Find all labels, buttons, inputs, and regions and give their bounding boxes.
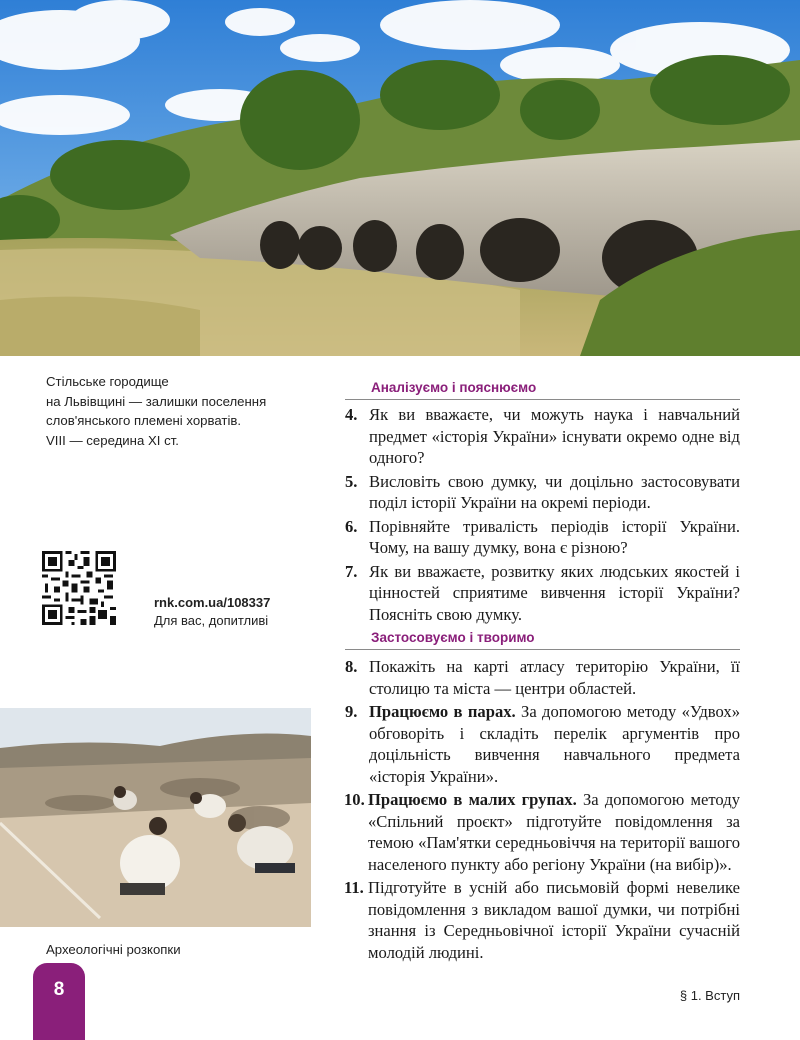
question-item — [345, 471, 740, 514]
question-item — [345, 404, 740, 469]
question-item — [345, 789, 740, 875]
question-number: 7. — [345, 561, 358, 581]
question-item — [345, 877, 740, 963]
resource-link[interactable]: rnk.com.ua/108337 — [154, 595, 271, 610]
question-text: За допомогою методу «Удвох» обговоріть і складіть перелік аргументів про доцільність вивчення навчального предмета «історія України». — [369, 702, 741, 786]
question-number: 8. — [345, 657, 358, 676]
resource-subtitle: Для вас, допитливі — [154, 613, 269, 628]
caption-line: Стільське городище — [46, 374, 169, 389]
question-text: Як ви вважаєте, чи можуть наука і навчальний предмет «історія України» існувати окремо одне від одного? — [369, 405, 740, 467]
section-heading-apply: Застосовуємо і творимо — [345, 630, 740, 650]
question-item — [345, 561, 740, 626]
hero-photo-caves — [0, 0, 800, 356]
question-number: 10. — [344, 790, 365, 809]
qr-code-icon[interactable] — [42, 551, 116, 625]
excavation-caption: Археологічні розкопки — [46, 942, 181, 957]
question-number: 11. — [344, 878, 364, 897]
question-task-type: Працюємо в парах. — [369, 702, 516, 721]
question-item — [345, 516, 740, 559]
question-list-analyze — [345, 404, 740, 627]
caption-line: слов'янського племені хорватів. — [46, 413, 242, 428]
hero-caption — [46, 372, 326, 450]
question-text: Підготуйте в усній або письмовій формі невелике повідомлення з викладом вашої думки, чи потрібні знання із Середньовічної історії України сучасній молодій людині. — [368, 878, 740, 962]
question-text: Покажіть на карті атласу територію України, її столицю та міста — центри областей. — [369, 657, 740, 698]
question-item — [345, 701, 740, 787]
question-body — [369, 701, 740, 787]
question-number: 4. — [345, 405, 358, 424]
page-number-tab — [33, 963, 85, 1040]
question-item — [345, 656, 740, 699]
question-text: За допомогою методу «Спільний проєкт» підготуйте повідомлення за темою «Пам'ятки середньовіччя на території вашого населеного пункту або регіону України (на вибір)». — [368, 790, 740, 874]
excavation-image — [0, 708, 311, 927]
cave-landscape-image — [0, 0, 800, 356]
question-number: 6. — [345, 516, 358, 536]
question-number: 9. — [345, 702, 358, 721]
excavation-photo — [0, 708, 311, 927]
page-number: 8 — [53, 979, 65, 1000]
section-heading-analyze: Аналізуємо і пояснюємо — [345, 380, 740, 400]
caption-line: на Львівщині — залишки поселення — [46, 393, 267, 409]
question-task-type: Працюємо в малих групах. — [368, 790, 577, 809]
question-text: Порівняйте тривалість періодів історії України. Чому, на вашу думку, вона є різною? — [369, 516, 740, 557]
question-text: Як ви вважаєте, розвитку яких людських якостей і цінностей сприятиме вивчення історії України? Поясніть свою думку. — [369, 561, 740, 624]
caption-line: VIII — середина XI ст. — [46, 432, 179, 448]
question-list-apply — [345, 656, 740, 965]
question-body — [368, 789, 740, 875]
question-number: 5. — [345, 471, 358, 491]
question-text: Висловіть свою думку, чи доцільно застосовувати поділ історії України на окремі періоди. — [369, 471, 740, 512]
section-reference: § 1. Вступ — [679, 988, 740, 1003]
